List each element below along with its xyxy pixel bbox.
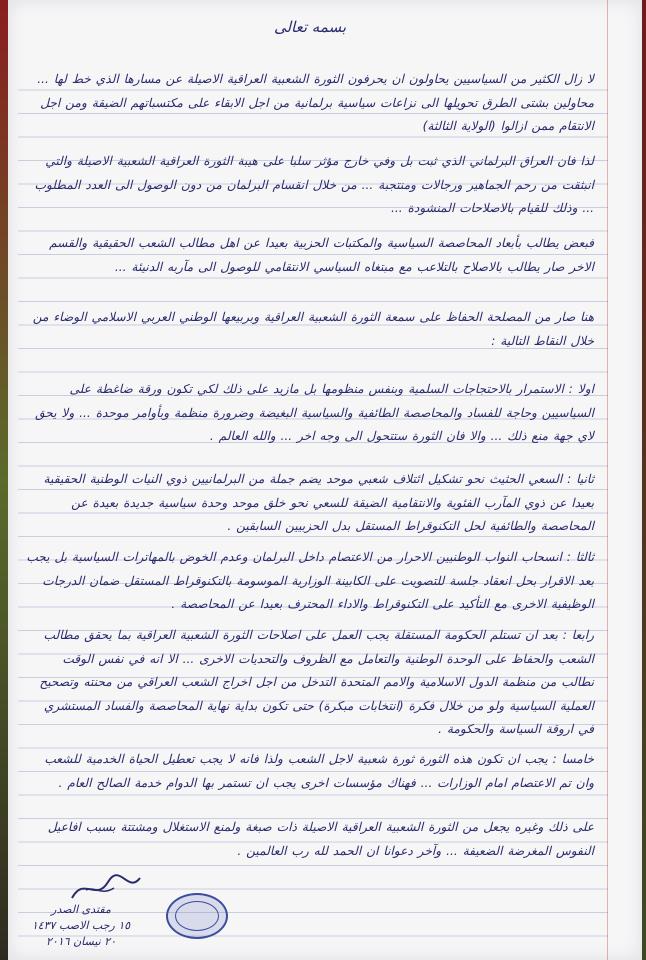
signature-hijri-date: ١٥ رجب الاصب ١٤٣٧ xyxy=(31,919,131,932)
seal-inner-ring xyxy=(175,901,219,931)
letter-body xyxy=(26,0,594,960)
seal-icon xyxy=(166,893,228,939)
paragraph-point-2: ثانيا : السعي الحثيث نحو تشكيل ائتلاف شعبي موحد يضم جملة من البرلمانيين ذوي النيات الوطنية الحقيقية بعيدا عن ذوي المآرب الفئوية والانتقامية الضيقة للسعي نحو خلق موحد وحدة سياسية جديدة بعيدة عن المحاصصة والطائفية لحل التكنوقراط المستقل بدل الحزبيين السابقين . xyxy=(43,472,594,533)
signature-gregorian-date: ٢٠ نيسان ٢٠١٦ xyxy=(45,935,117,948)
paragraph-point-4: رابعا : بعد ان تستلم الحكومة المستقلة يجب العمل على اصلاحات الثورة الشعبية العراقية بما يحقق مطالب الشعب والحفاظ على الوحدة الوطنية والتعامل مع الظروف والتحديات الاخرى ... الا انه في نفس الوقت نطالب من منظمة الدول الاسلامية والامم المتحدة التدخل من اجل اخراج الشعب العراقي من محنته وتصحيح العملية السياسية ولو من خلال فكرة (انتخابات مبكرة) حتى تكون بداية نهاية المحاصصة والفساد المستشري في اروقة السياسة والحكومة . xyxy=(39,628,594,736)
paragraph-point-1: اولا : الاستمرار بالاحتجاجات السلمية وبنفس منظومها بل مازيد على ذلك لكي تكون ورقة ضاغطة على السياسيين وحاجة للفساد والمحاصصة الطائفية والسياسية البغيضة وضرورة منظمة وبأوامر موحدة ... ولا يحق لاي جهة منع ذلك ... والا فان الثورة ستتحول الى وجه اخر ... والله العالم . xyxy=(35,382,594,443)
signature-name: مقتدى الصدر xyxy=(51,903,111,916)
paragraph-intro: لا زال الكثير من السياسيين يحاولون ان يحرفون الثورة الشعبية العراقية الاصيلة عن مسارها الذي خط لها ... محاولين بشتى الطرق تحويلها الى نزاعات سياسية برلمانية من اجل الابقاء على مكتسباتهم الضيقة ومن اجل الانتقام ممن ازالوا (الولاية الثالثة) xyxy=(37,72,594,133)
paragraph-point-3: ثالثا : انسحاب النواب الوطنيين الاحرار من الاعتصام داخل البرلمان وعدم الخوض بالمهاترات السياسية بل يجب بعد الاقرار بحل انعقاد جلسة للتصويت على الكابينة الوزارية الموسومة بالتكنوقراط المستقل ضمان الدرجات الوظيفية الاخرى مع التأكيد على التكنوقراط والاداء المحترف بعيدا عن المحاصصة . xyxy=(26,550,594,611)
paragraph-point-5: خامسا : يجب ان تكون هذه الثورة ثورة شعبية لاجل الشعب ولذا فانه لا يجب تعطيل الحياة الخدمية للشعب وان تم الاعتصام امام الوزارات ... فهناك مؤسسات اخرى يجب ان تستمر بها الدوام خدمة الصالح العام . xyxy=(44,752,594,790)
margin-line xyxy=(607,0,608,960)
paragraph-points-intro: هنا صار من المصلحة الحفاظ على سمعة الثورة الشعبية العراقية وبربيعها الوطني العربي الاسلامي الوضاء من خلال النقاط التالية : xyxy=(32,310,594,348)
paragraph-closing: على ذلك وغيره يجعل من الثورة الشعبية العراقية الاصيلة ذات صبغة ولمنع الاستغلال ومشتتة بسبب افاعيل النفوس المغرضة الضعيفة ... وآخر دعوانا ان الحمد لله رب العالمين . xyxy=(47,820,594,858)
paragraph-parliament: لذا فان العراق البرلماني الذي ثبت بل وفي خارج مؤثر سلبا على هيبة الثورة العراقية الشعبية الاصيلة والتي انبثقت من رحم الجماهير ورجالات ومنتجبة ... من خلال انقسام البرلمان من دون الوصول الى العدد المطلوب ... وذلك للقيام بالاصلاحات المنشودة ... xyxy=(34,154,594,215)
letter-paper xyxy=(8,0,642,960)
basmala-heading: بسمه تعالى xyxy=(273,18,347,36)
paragraph-demands: فبعض يطالب بأبعاد المحاصصة السياسية والمكتبات الحزبية بعيدا عن اهل مطالب الشعب الحقيقية والقسم الاخر صار يطالب بالاصلاح بالتلاعب مع مبتغاه السياسي الانتقامي للوصول الى مآربه الدنيئة ... xyxy=(49,236,594,274)
